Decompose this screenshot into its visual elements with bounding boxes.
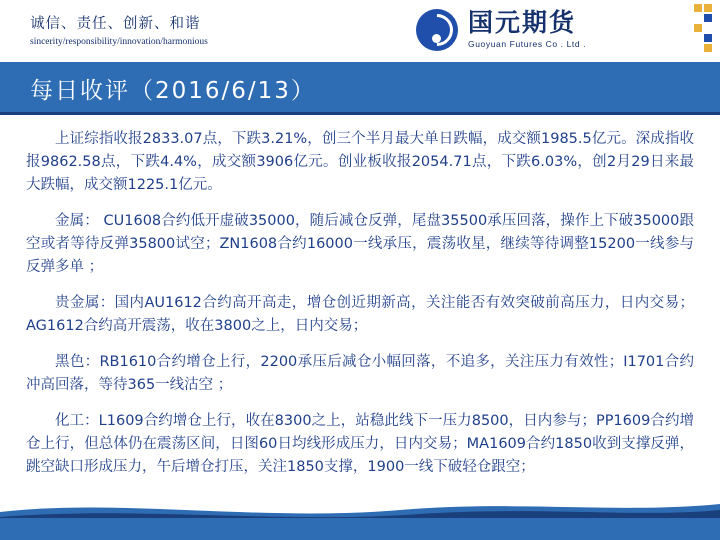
paragraph-precious-metals: 贵金属：国内AU1612合约高开高走，增仓创近期新高，关注能否有效突破前高压力，日内交易；AG1612合约高开震荡，收在3800之上，日内交易； bbox=[26, 295, 694, 334]
paragraph-ferrous: 黑色：RB1610合约增仓上行，2200承压后减仓小幅回落，不追多，关注压力有效性；I1701合约冲高回落，等待365一线沽空 ； bbox=[26, 354, 694, 393]
decorative-square bbox=[704, 34, 712, 42]
footer-bar bbox=[0, 518, 720, 540]
company-slogan bbox=[30, 12, 208, 47]
company-logo bbox=[400, 0, 720, 62]
logo-name-chinese: 国元期货 bbox=[468, 8, 577, 37]
logo-squares-decoration bbox=[680, 4, 714, 58]
paragraph-metals: 金属： CU1608合约低开虚破35000，随后减仓反弹，尾盘35500承压回落，操作上下破35000跟空或者等待反弹35800试空；ZN1608合约16000一线承压，震荡收星，继续等待调整15200一线参与反弹多单 ； bbox=[26, 213, 694, 275]
logo-swirl-icon bbox=[414, 7, 459, 52]
decorative-square bbox=[694, 4, 702, 12]
decorative-square bbox=[704, 4, 712, 12]
title-underline bbox=[0, 112, 720, 115]
logo-name-english: Guoyuan Futures Co . Ltd . bbox=[468, 39, 587, 49]
logo-text-group bbox=[468, 9, 586, 49]
page-title: 每日收评（2016/6/13） bbox=[30, 78, 316, 104]
slide-body bbox=[0, 118, 720, 518]
decorative-square bbox=[704, 14, 712, 22]
slide-title-band bbox=[0, 62, 720, 112]
logo-circle-icon bbox=[416, 9, 458, 51]
slogan-chinese: 诚信、责任、创新、和谐 bbox=[30, 16, 201, 32]
logo-dot-icon bbox=[432, 34, 441, 43]
slogan-english: sincerity/responsibility/innovation/harmonious bbox=[30, 37, 208, 47]
paragraph-market-summary: 上证综指收报2833.07点，下跌3.21%，创三个半月最大单日跌幅，成交额1985.5亿元。深成指收报9862.58点，下跌4.4%，成交额3906亿元。创业板收报2054.71点，下跌6.03%，创2月29日来最大跌幅，成交额1225.1亿元。 bbox=[26, 131, 694, 193]
slide-header bbox=[0, 0, 720, 62]
paragraph-chemicals: 化工：L1609合约增仓上行，收在8300之上，站稳此线下一压力8500，日内参与；PP1609合约增仓上行，但总体仍在震荡区间，日图60日均线形成压力，日内交易；MA1609合约1850收到支撑反弹，跳空缺口形成压力，午后增仓打压，关注1850支撑，1900一线下破轻仓跟空； bbox=[26, 413, 694, 475]
decorative-square bbox=[704, 44, 712, 52]
decorative-square bbox=[694, 24, 702, 32]
